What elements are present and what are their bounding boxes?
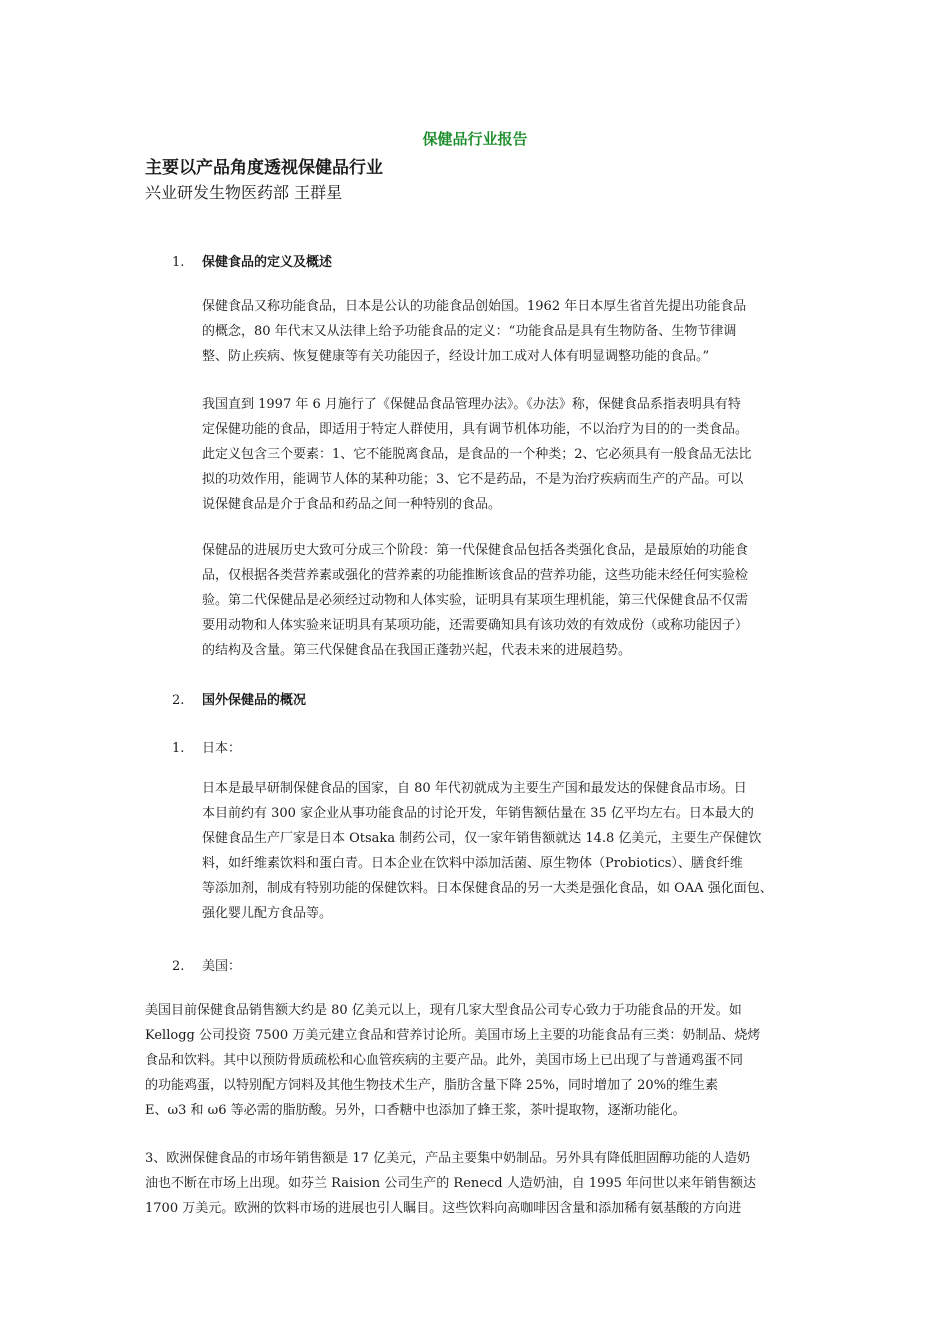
paragraph-line: 3、欧洲保健食品的市场年销售额是 17 亿美元，产品主要集中奶制品。另外具有降低胆固醇功能的人造奶 xyxy=(145,1151,751,1166)
document-title: 保健品行业报告 xyxy=(422,130,528,148)
paragraph-line: Kellogg 公司投资 7500 万美元建立食品和营养讨论所。美国市场上主要的功能食品有三类：奶制品、烧烤 xyxy=(145,1028,761,1043)
section-1-paragraph-2 xyxy=(202,392,752,517)
document-subtitle: 主要以产品角度透视保健品行业 xyxy=(145,158,383,178)
usa-paragraph xyxy=(145,998,760,1123)
paragraph-line: 定保健功能的食品，即适用于特定人群使用，具有调节机体功能，不以治疗为目的的一类食品。 xyxy=(202,422,749,437)
paragraph-line: E、ω3 和 ω6 等必需的脂肪酸。另外，口香糖中也添加了蜂王浆，茶叶提取物，逐渐功能化。 xyxy=(145,1103,686,1118)
section-2-title: 国外保健品的概况 xyxy=(202,693,307,708)
paragraph-line: 1700 万美元。欧洲的饮料市场的进展也引人瞩目。这些饮料向高咖啡因含量和添加稀有氨基酸的方向进 xyxy=(145,1201,742,1216)
paragraph-line: 料，如纤维素饮料和蛋白青。日本企业在饮料中添加活菌、原生物体（Probiotics）、膳食纤维 xyxy=(202,856,743,871)
paragraph-line: 美国目前保健食品销售额大约是 80 亿美元以上，现有几家大型食品公司专心致力于功能食品的开发。如 xyxy=(145,1003,742,1018)
paragraph-line: 此定义包含三个要素：1、它不能脱离食品，是食品的一个种类；2、它必须具有一般食品无法比 xyxy=(202,447,752,462)
section-1-paragraph-3 xyxy=(202,538,748,663)
section-2-number: 2. xyxy=(172,693,185,708)
document-author: 兴业研发生物医药部 王群星 xyxy=(145,183,343,202)
usa-title: 美国： xyxy=(202,959,242,974)
usa-heading xyxy=(172,955,241,974)
paragraph-line: 验。第二代保健品是必须经过动物和人体实验，证明具有某项生理机能，第三代保健食品不仅需 xyxy=(202,593,749,608)
paragraph-line: 的结构及含量。第三代保健食品在我国正蓬勃兴起，代表未来的进展趋势。 xyxy=(202,643,632,658)
europe-paragraph xyxy=(145,1146,756,1221)
paragraph-line: 本目前约有 300 家企业从事功能食品的讨论开发，年销售额估量在 35 亿平均左右。日本最大的 xyxy=(202,806,754,821)
paragraph-line: 品，仅根据各类营养素或强化的营养素的功能推断该食品的营养功能，这些功能未经任何实验检 xyxy=(202,568,749,583)
japan-number: 1. xyxy=(172,741,185,756)
paragraph-line: 的功能鸡蛋，以特别配方饲料及其他生物技术生产，脂肪含量下降 25%，同时增加了 20%的维生素 xyxy=(145,1078,719,1093)
paragraph-line: 我国直到 1997 年 6 月施行了《保健品食品管理办法》。《办法》称，保健食品系指表明具有特 xyxy=(202,397,741,412)
paragraph-line: 的概念，80 年代末又从法律上给予功能食品的定义：“功能食品是具有生物防备、生物节律调 xyxy=(202,324,737,339)
paragraph-line: 油也不断在市场上出现。如芬兰 Raision 公司生产的 Renecd 人造奶油，自 1995 年问世以来年销售额达 xyxy=(145,1176,757,1191)
paragraph-line: 拟的功效作用，能调节人体的某种功能；3、它不是药品，不是为治疗疾病而生产的产品。可以 xyxy=(202,472,744,487)
paragraph-line: 保健食品生产厂家是日本 Otsaka 制药公司，仅一家年销售额就达 14.8 亿美元，主要生产保健饮 xyxy=(202,831,762,846)
paragraph-line: 保健食品又称功能食品，日本是公认的功能食品创始国。1962 年日本厚生省首先提出功能食品 xyxy=(202,299,747,314)
paragraph-line: 食品和饮料。其中以预防骨质疏松和心血管疾病的主要产品。此外，美国市场上已出现了与普通鸡蛋不同 xyxy=(145,1053,744,1068)
japan-heading xyxy=(172,737,241,756)
section-1-title: 保健食品的定义及概述 xyxy=(202,255,333,270)
usa-number: 2. xyxy=(172,959,185,974)
paragraph-line: 要用动物和人体实验来证明具有某项功能，还需要确知具有该功效的有效成份（或称功能因子） xyxy=(202,618,749,633)
section-1-paragraph-1 xyxy=(202,294,746,369)
section-1-heading xyxy=(172,251,332,270)
paragraph-line: 强化婴儿配方食品等。 xyxy=(202,906,333,921)
japan-paragraph xyxy=(202,776,773,926)
japan-title: 日本： xyxy=(202,741,242,756)
paragraph-line: 整、防止疾病、恢复健康等有关功能因子，经设计加工成对人体有明显调整功能的食品。” xyxy=(202,349,710,364)
paragraph-line: 等添加剂，制成有特别功能的保健饮料。日本保健食品的另一大类是强化食品，如 OAA 强化面包、 xyxy=(202,881,773,896)
section-2-heading xyxy=(172,689,306,708)
paragraph-line: 保健品的进展历史大致可分成三个阶段：第一代保健食品包括各类强化食品，是最原始的功能食 xyxy=(202,543,749,558)
section-1-number: 1. xyxy=(172,255,185,270)
paragraph-line: 说保健食品是介于食品和药品之间一种特别的食品。 xyxy=(202,497,502,512)
paragraph-line: 日本是最早研制保健食品的国家，自 80 年代初就成为主要生产国和最发达的保健食品市场。日 xyxy=(202,781,747,796)
